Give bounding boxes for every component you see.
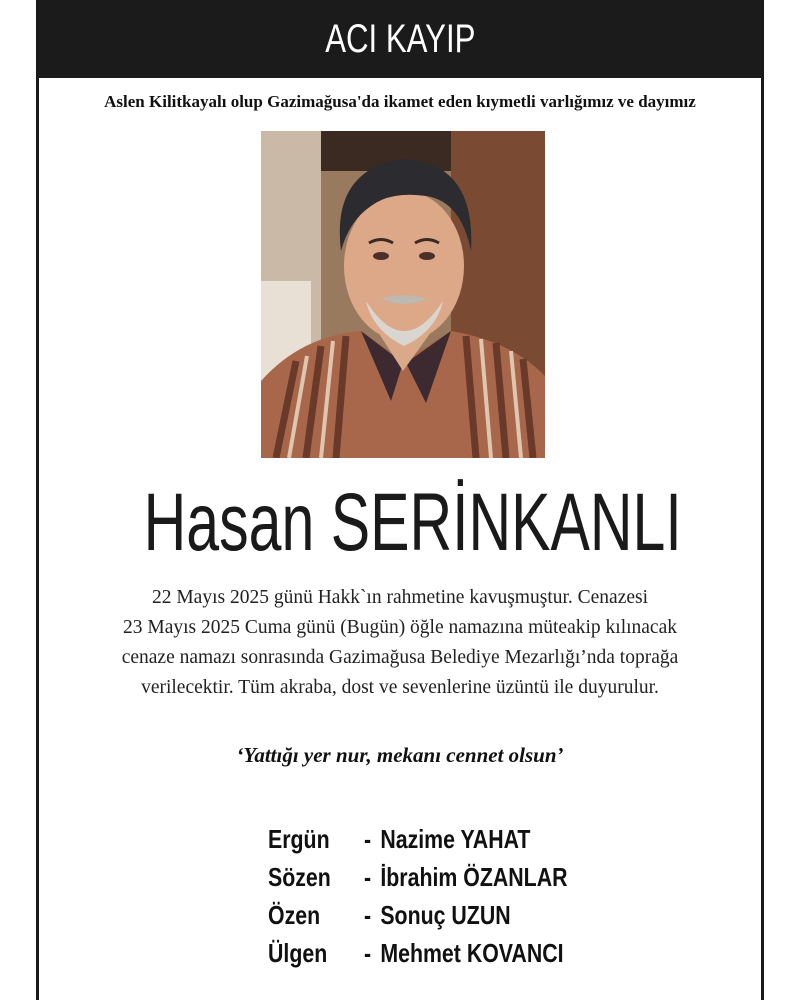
relative-row (268, 858, 612, 896)
relative-dash: - (363, 824, 372, 854)
deceased-name-text: Hasan SERİNKANLI (143, 477, 682, 568)
relative-first-name: Özen (268, 900, 321, 930)
announcement-text (49, 583, 751, 703)
relative-dash: - (363, 862, 372, 892)
relative-spouse: Mehmet KOVANCI (380, 938, 564, 968)
relative-spouse: Nazime YAHAT (380, 824, 531, 854)
announcement-line: 23 Mayıs 2025 Cuma günü (Bugün) öğle namazına müteakip kılınacak (122, 617, 677, 638)
obituary-notice (36, 0, 764, 1000)
intro-line: Aslen Kilitkayalı olup Gazimağusa'da ikamet eden kıymetli varlığımız ve dayımız (104, 92, 696, 111)
announcement-line: 22 Mayıs 2025 günü Hakk`ın rahmetine kavuşmuştur. Cenazesi (151, 587, 649, 608)
portrait-illustration (261, 131, 545, 458)
banner-title: ACI KAYIP (324, 16, 476, 61)
relative-row (268, 934, 612, 972)
relative-first-name: Ülgen (268, 938, 328, 968)
relative-row (268, 896, 612, 934)
relative-first-name: Ergün (268, 824, 330, 854)
relative-spouse: İbrahim ÖZANLAR (380, 862, 568, 892)
title-banner (39, 0, 761, 78)
announcement-line: cenaze namazı sonrasında Gazimağusa Belediye Mezarlığı’nda toprağa (121, 647, 679, 668)
relatives-list (268, 820, 688, 972)
deceased-name (39, 478, 761, 568)
prayer-quote: ‘Yattığı yer nur, mekanı cennet olsun’ (236, 743, 564, 767)
relative-dash: - (363, 900, 372, 930)
relative-row (268, 820, 612, 858)
relative-dash: - (363, 938, 372, 968)
portrait-photo (261, 131, 545, 458)
relative-first-name: Sözen (268, 862, 331, 892)
relative-spouse: Sonuç UZUN (380, 900, 511, 930)
announcement-line: verilecektir. Tüm akraba, dost ve sevenlerine üzüntü ile duyurulur. (141, 677, 659, 698)
